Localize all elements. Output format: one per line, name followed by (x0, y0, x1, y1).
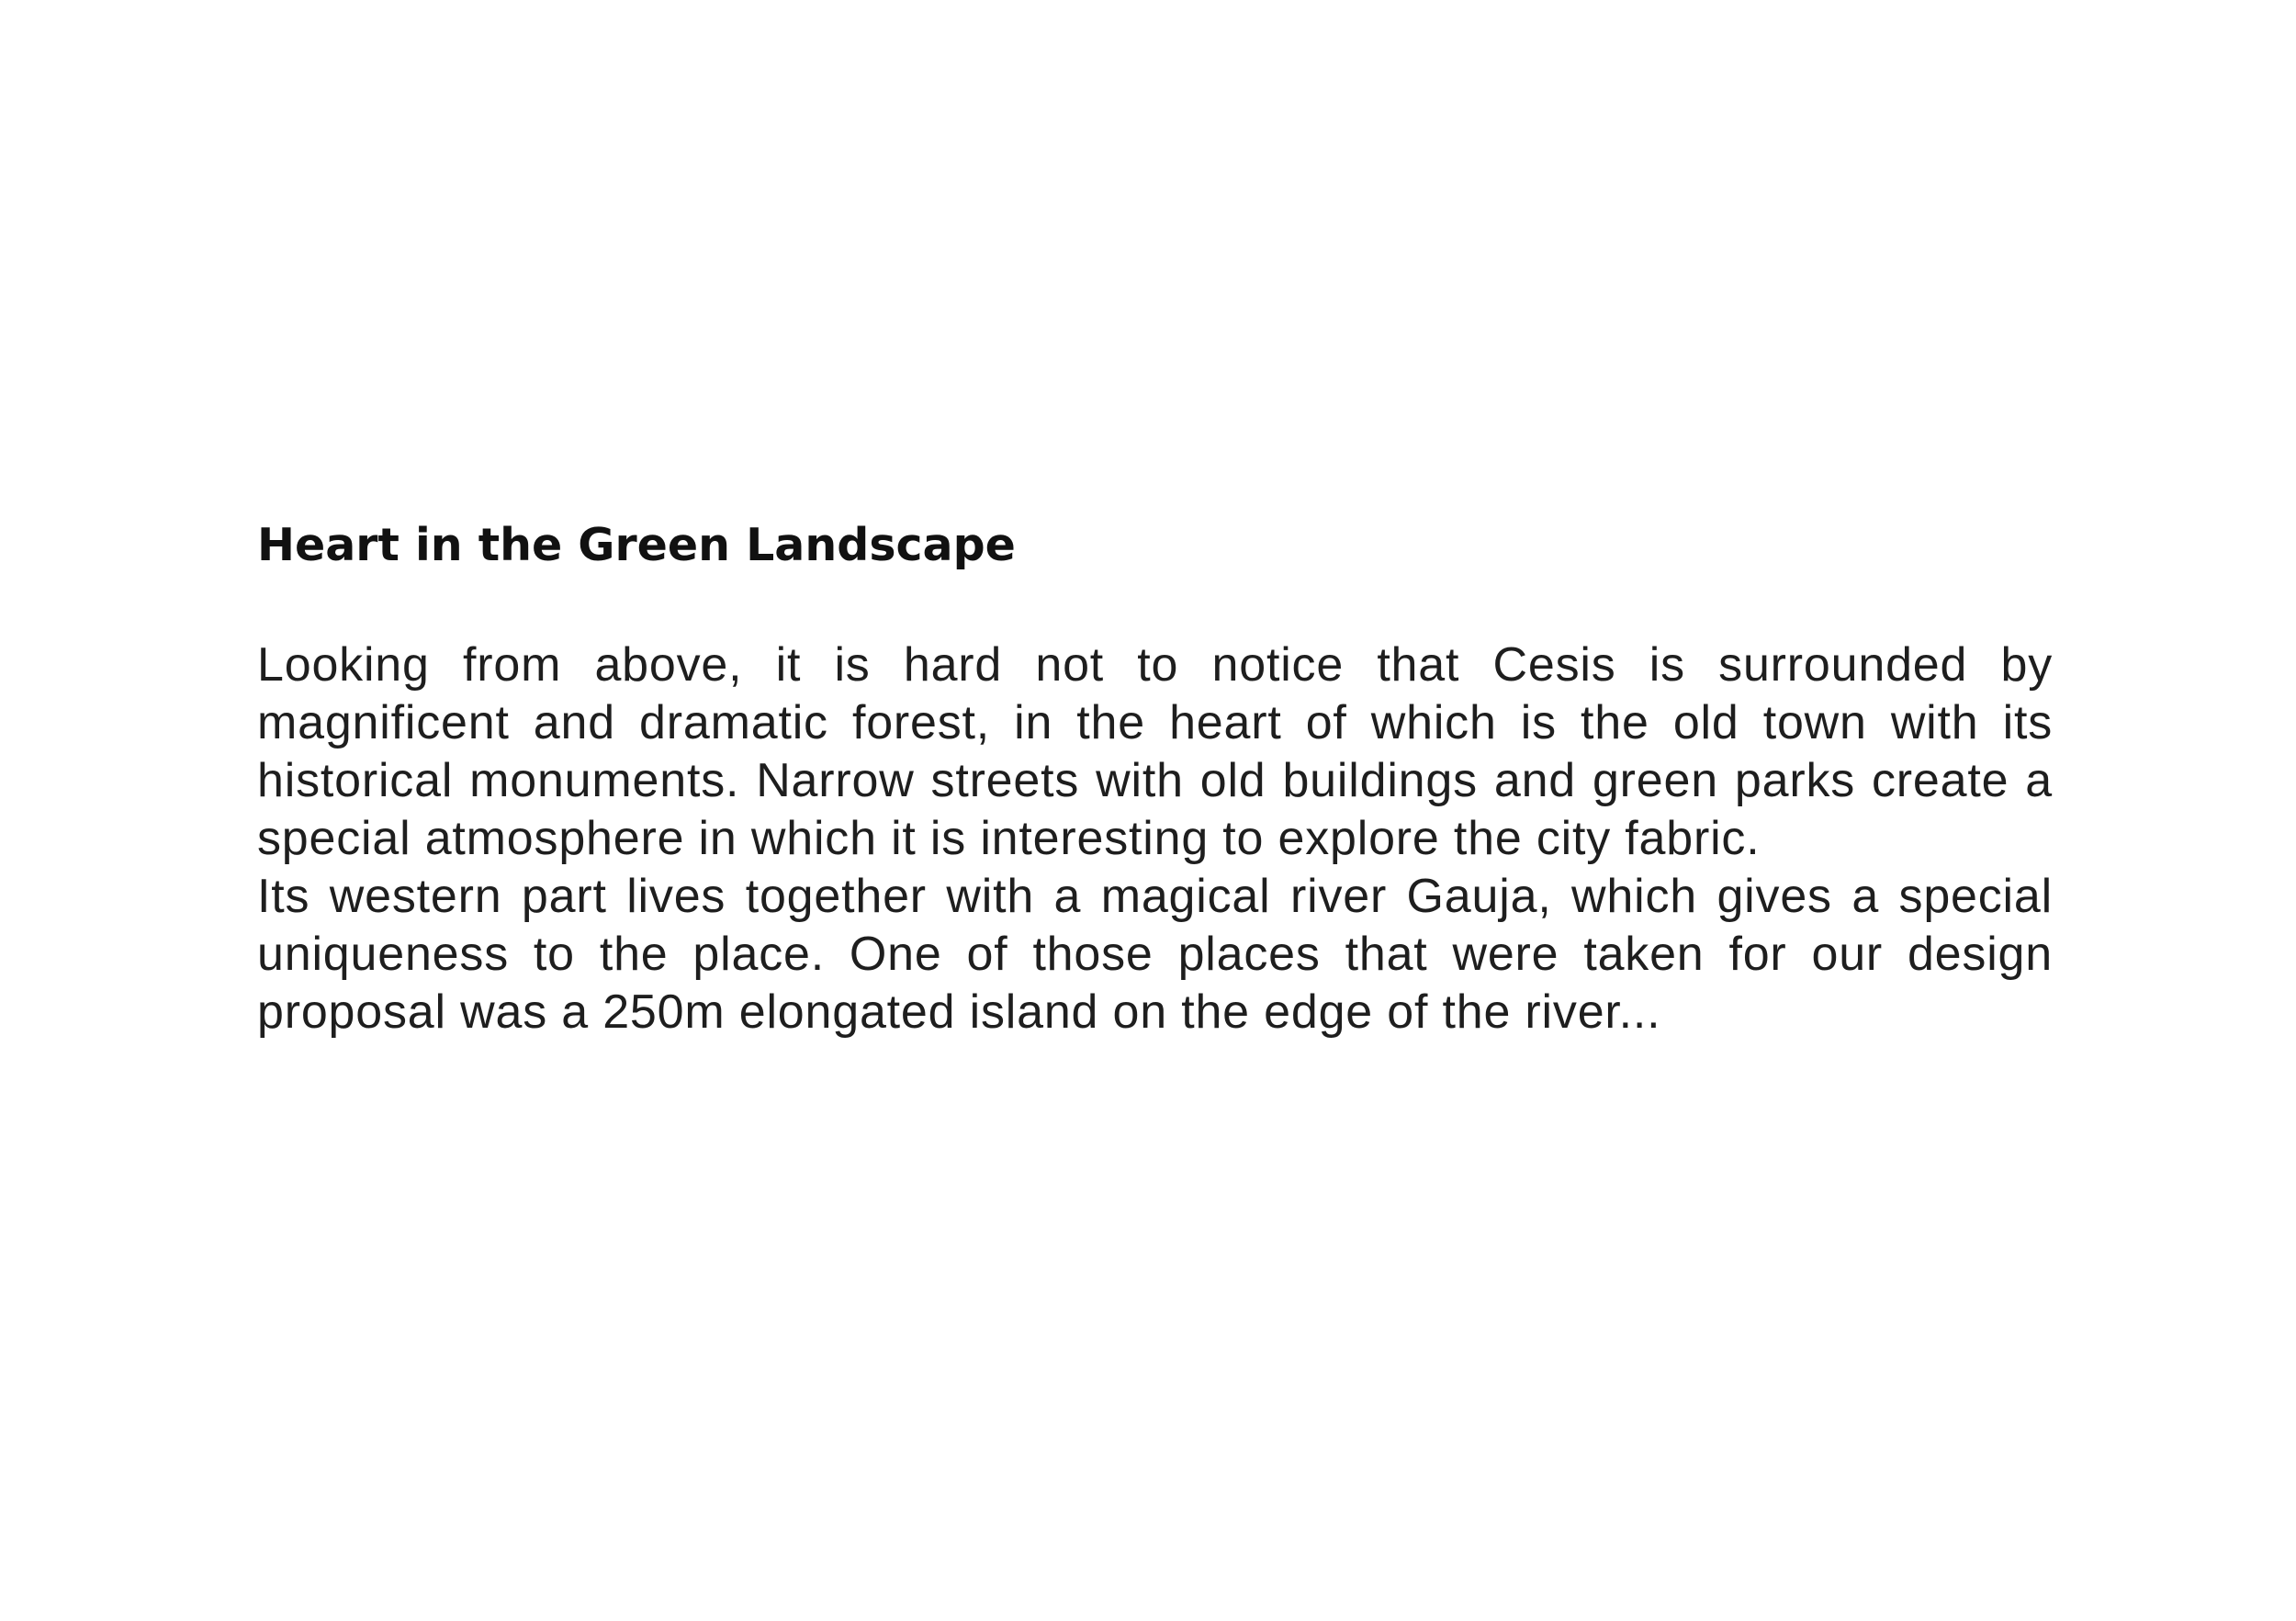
paragraph: Its western part lives together with a magical river Gauja, which gives a special uniqueness to the place. One of those places that were taken for our design proposal was a 250m elongated island on the edge of the river... (257, 870, 2053, 1039)
body-text (257, 636, 2053, 1041)
text-block (257, 517, 2053, 1041)
paragraph: Looking from above, it is hard not to notice that Cesis is surrounded by magnificent and dramatic forest, in the heart of which is the old town with its historical monuments. Narrow streets with old buildings and green parks create a special atmosphere in which it is interesting to explore the city fabric. (257, 638, 2053, 865)
section-heading: Heart in the Green Landscape (257, 519, 1016, 571)
